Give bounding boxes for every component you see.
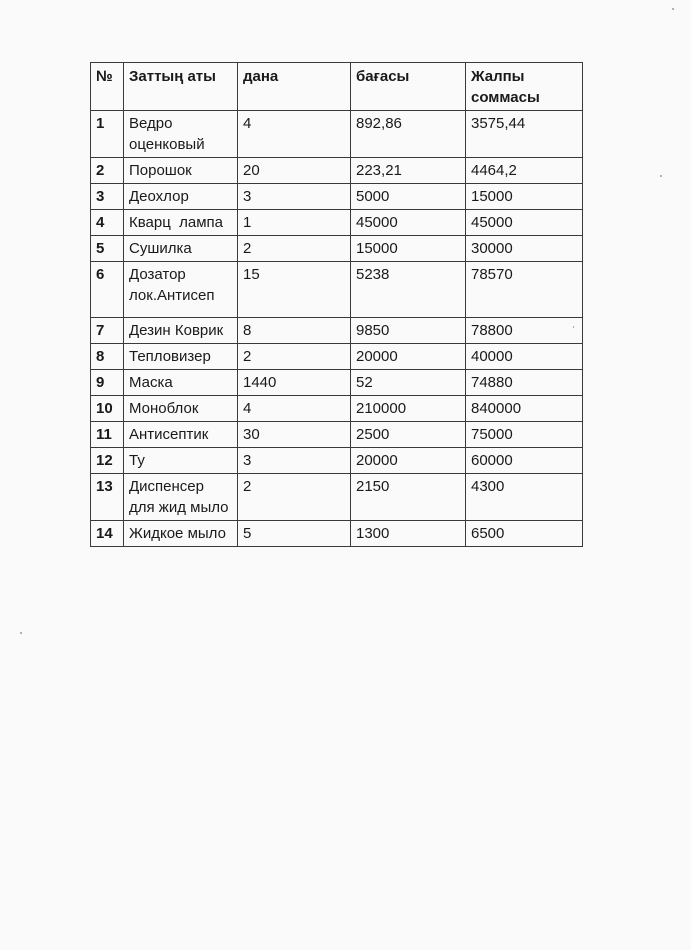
- table-row: [91, 422, 583, 448]
- row-number: 1: [91, 111, 124, 158]
- item-name: Сушилка: [124, 236, 238, 262]
- row-number: 5: [91, 236, 124, 262]
- item-name: Ведро оценковый: [124, 111, 238, 158]
- row-number: 8: [91, 344, 124, 370]
- item-total: 15000: [466, 184, 583, 210]
- scan-speck: [20, 632, 22, 634]
- table-row: [91, 210, 583, 236]
- item-name: Тепловизер: [124, 344, 238, 370]
- item-price: 52: [351, 370, 466, 396]
- item-total: 840000: [466, 396, 583, 422]
- item-price: 20000: [351, 448, 466, 474]
- item-total: 45000: [466, 210, 583, 236]
- item-total: 78570: [466, 262, 583, 318]
- item-quantity: 8: [238, 318, 351, 344]
- table-row: [91, 344, 583, 370]
- item-price: 2500: [351, 422, 466, 448]
- items-table-container: [90, 62, 582, 547]
- item-name: Жидкое мыло: [124, 521, 238, 547]
- item-price: 223,21: [351, 158, 466, 184]
- item-total: 60000: [466, 448, 583, 474]
- item-price: 210000: [351, 396, 466, 422]
- scan-speck: [660, 175, 662, 177]
- item-name: Кварц лампа: [124, 210, 238, 236]
- item-quantity: 15: [238, 262, 351, 318]
- item-name: Деохлор: [124, 184, 238, 210]
- row-number: 12: [91, 448, 124, 474]
- item-name: Дозатор лок.Антисеп: [124, 262, 238, 318]
- row-number: 4: [91, 210, 124, 236]
- header-number: №: [91, 63, 124, 111]
- item-quantity: 2: [238, 236, 351, 262]
- item-price: 1300: [351, 521, 466, 547]
- table-row: [91, 111, 583, 158]
- row-number: 6: [91, 262, 124, 318]
- item-name: Маска: [124, 370, 238, 396]
- item-price: 9850: [351, 318, 466, 344]
- item-price: 2150: [351, 474, 466, 521]
- item-total: 4300: [466, 474, 583, 521]
- header-total: Жалпы соммасы: [466, 63, 583, 111]
- item-quantity: 4: [238, 396, 351, 422]
- item-quantity: 3: [238, 184, 351, 210]
- item-name: Ту: [124, 448, 238, 474]
- header-item-name: Заттың аты: [124, 63, 238, 111]
- table-row: [91, 184, 583, 210]
- item-total: 6500: [466, 521, 583, 547]
- item-name: Порошок: [124, 158, 238, 184]
- header-quantity: дана: [238, 63, 351, 111]
- table-row: [91, 474, 583, 521]
- row-number: 11: [91, 422, 124, 448]
- item-price: 20000: [351, 344, 466, 370]
- table-row: [91, 236, 583, 262]
- item-quantity: 1440: [238, 370, 351, 396]
- item-quantity: 2: [238, 344, 351, 370]
- item-price: 15000: [351, 236, 466, 262]
- row-number: 9: [91, 370, 124, 396]
- row-number: 14: [91, 521, 124, 547]
- item-total: 4464,2: [466, 158, 583, 184]
- item-total: 74880: [466, 370, 583, 396]
- table-row: [91, 318, 583, 344]
- scan-speck: [573, 326, 574, 328]
- table-row: [91, 448, 583, 474]
- table-row: [91, 370, 583, 396]
- row-number: 13: [91, 474, 124, 521]
- item-price: 5238: [351, 262, 466, 318]
- table-row: [91, 158, 583, 184]
- row-number: 2: [91, 158, 124, 184]
- item-total: 40000: [466, 344, 583, 370]
- item-name: Моноблок: [124, 396, 238, 422]
- header-price: бағасы: [351, 63, 466, 111]
- item-name: Антисептик: [124, 422, 238, 448]
- row-number: 3: [91, 184, 124, 210]
- item-price: 5000: [351, 184, 466, 210]
- item-price: 892,86: [351, 111, 466, 158]
- item-total: 3575,44: [466, 111, 583, 158]
- table-row: [91, 521, 583, 547]
- items-table: [90, 62, 583, 547]
- item-quantity: 2: [238, 474, 351, 521]
- scan-speck: [672, 8, 674, 10]
- item-quantity: 20: [238, 158, 351, 184]
- item-quantity: 30: [238, 422, 351, 448]
- item-quantity: 5: [238, 521, 351, 547]
- item-quantity: 1: [238, 210, 351, 236]
- row-number: 7: [91, 318, 124, 344]
- item-total: 30000: [466, 236, 583, 262]
- row-number: 10: [91, 396, 124, 422]
- table-row: [91, 262, 583, 318]
- item-quantity: 4: [238, 111, 351, 158]
- item-total: 75000: [466, 422, 583, 448]
- item-name: Дезин Коврик: [124, 318, 238, 344]
- item-price: 45000: [351, 210, 466, 236]
- table-header-row: [91, 63, 583, 111]
- item-name: Диспенсер для жид мыло: [124, 474, 238, 521]
- item-quantity: 3: [238, 448, 351, 474]
- item-total: 78800: [466, 318, 583, 344]
- table-row: [91, 396, 583, 422]
